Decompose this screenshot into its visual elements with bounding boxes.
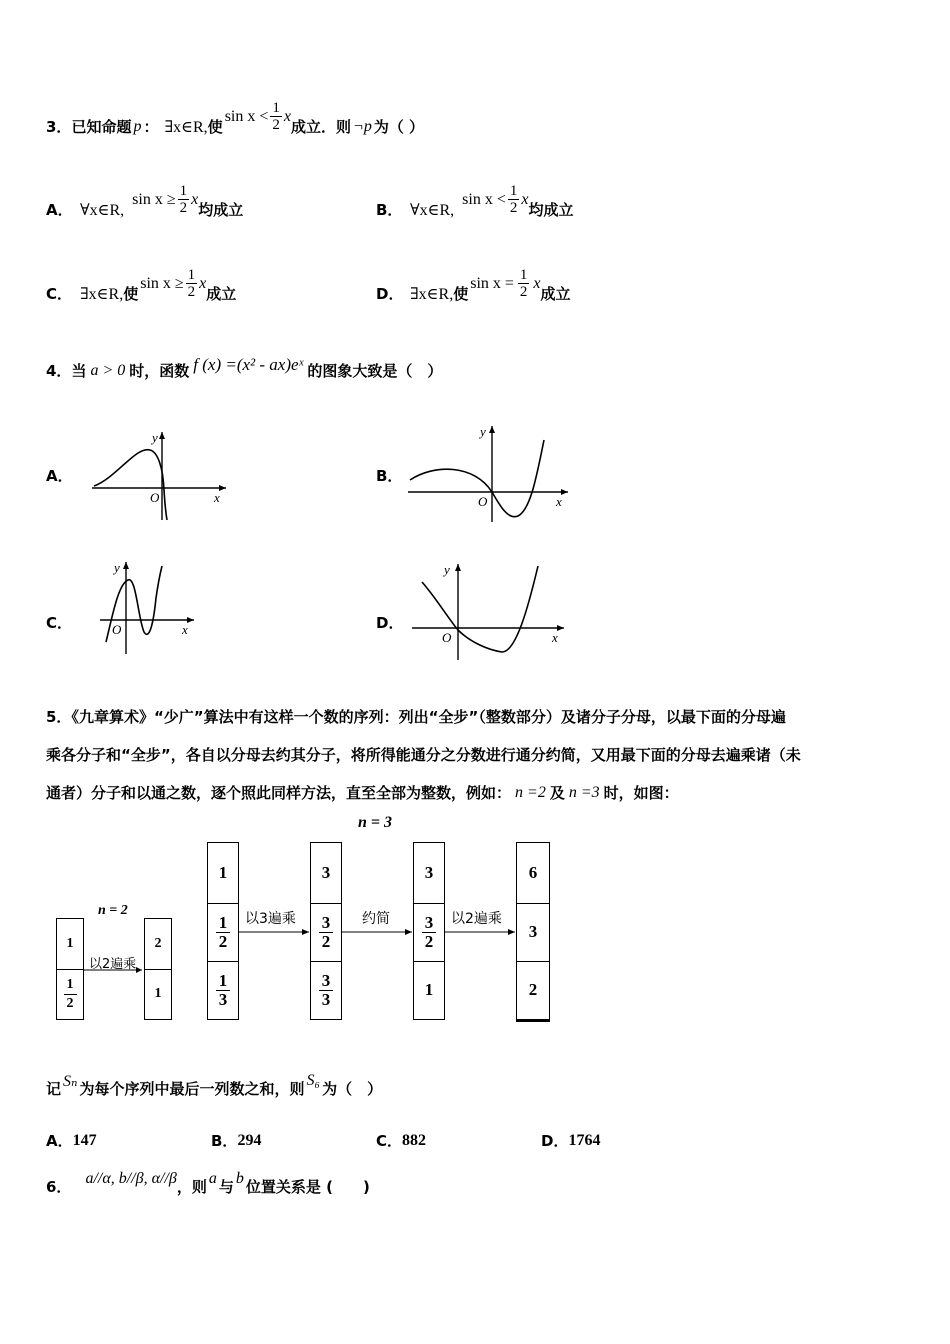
q5-stem: 5．《九章算术》“少广”算法中有这样一个数的序列：列出“全步”（整数部分）及诸分子分母，以最下面的分母遍 乘各分子和“全步”，各自以分母去约其分子，将所得能通分之分数进行通分约简，又用最下面的分母去遍乘诸（未 通者）分子和以通之数，逐个照此同样方法，直至全部为整数，例如： n =2 及 n =3 时，如图： [46, 708, 801, 802]
parallel-condition: a//α, b//β, α//β [85, 1169, 177, 1187]
q4-option-a-label: A． [46, 467, 73, 485]
arrow-label-mult3: 以3遍乘 [245, 911, 296, 927]
q3-option-b: B． ∀x∈R, sin x < $\frac{1}{2}$ x 均成立 [376, 183, 574, 219]
n3-stage3-box: 3 3 2 1 [413, 842, 445, 1020]
half-fraction: $\frac{1}{2}$ [272, 100, 280, 133]
svg-text:x: x [552, 630, 558, 645]
svg-text:y: y [114, 560, 120, 575]
svg-text:O: O [442, 630, 452, 645]
fig-n2-title: n = 2 [98, 903, 128, 918]
q4-stem: 4． 当 a > 0 时，函数 f (x) =(x² - ax)eˣ 的图象大致是（ ） [46, 354, 443, 380]
q3-number: 3． [46, 118, 72, 136]
arrow-label-mult2-small: 以2遍乘 [89, 957, 137, 972]
q3-option-a: A． ∀x∈R, sin x ≥ $\frac{1}{2}$ x 均成立 [46, 183, 244, 219]
svg-text:y: y [480, 424, 486, 439]
svg-text:O: O [112, 622, 122, 637]
arrow-label-simplify: 约简 [362, 911, 390, 927]
n3-stage4-box: 6 3 2 [516, 842, 550, 1022]
svg-text:y: y [444, 562, 450, 577]
svg-text:O: O [478, 494, 488, 509]
cell-half: 1 2 [57, 969, 83, 1019]
svg-text:O: O [150, 490, 160, 505]
q4-option-d-label: D． [376, 614, 404, 632]
fig-n3-title: n = 3 [358, 814, 393, 831]
function-formula: f (x) =(x² - ax)eˣ [193, 354, 304, 374]
q4-option-b-label: B． [376, 467, 403, 485]
svg-text:x: x [182, 622, 188, 637]
q3-option-d: D． ∃x∈R, 使 sin x = $\frac{1}{2}$ x 成立 [376, 267, 571, 303]
n2-box-before [56, 918, 84, 1020]
q5-choice-c: C． 882 [376, 1131, 427, 1150]
svg-text:x: x [214, 490, 220, 505]
q3-option-c: C． ∃x∈R, 使 sin x ≥ $\frac{1}{2}$ x 成立 [46, 267, 237, 303]
n3-stage1-box: 1 1 2 1 3 [207, 842, 239, 1020]
q4-option-c-label: C． [46, 614, 73, 632]
svg-text:x: x [556, 494, 562, 509]
n2-box-after: 2 1 [144, 918, 172, 1020]
q5-choice-d: D． 1764 [541, 1131, 601, 1150]
arrow-label-mult2: 以2遍乘 [451, 911, 502, 927]
q6-stem: 6． a//α, b//β, α//β ，则 a 与 b 位置关系是 ( ) [46, 1169, 370, 1196]
q5-question: 记 Sₙ 为每个序列中最后一列数之和，则 S₆ 为（ ） [46, 1071, 383, 1098]
q5-choice-b: B． 294 [211, 1131, 262, 1150]
n3-stage2-box: 3 3 2 3 3 [310, 842, 342, 1020]
q3-stem: 3． 已知命题 p ： ∃x∈R, 使 sin x < $\frac{1}{2}$ x 成立．则 ¬p 为（ ） [46, 100, 425, 136]
svg-text:y: y [152, 430, 158, 445]
q5-choice-a: A． 147 [46, 1131, 97, 1150]
cell-1: 1 [57, 919, 83, 970]
